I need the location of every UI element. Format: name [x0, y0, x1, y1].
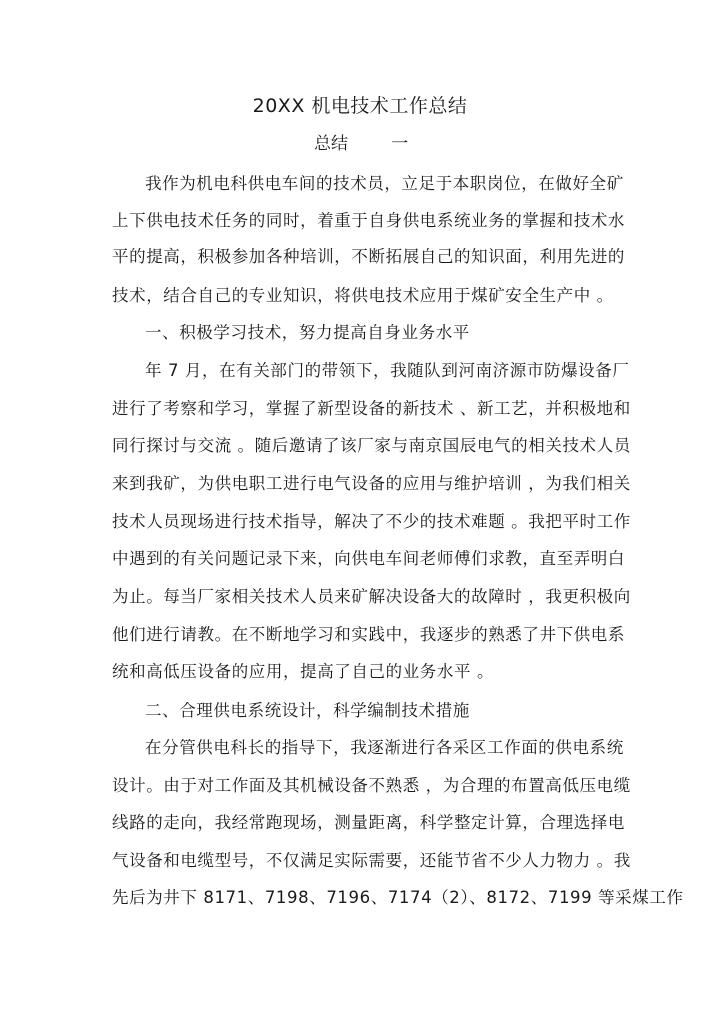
paragraph-line: 中遇到的有关问题记录下来，向供电车间老师傅们求教，直至弄明白: [112, 549, 625, 568]
paragraph-line: 来到我矿，为供电职工进行电气设备的应用与维护培训 ，为我们相关: [112, 474, 631, 493]
paragraph-line: 线路的走向，我经常跑现场，测量距离，科学整定计算，合理选择电: [112, 813, 625, 832]
paragraph-line: 先后为井下 8171、7198、7196、7174（2）、8172、7199 等采煤工作: [112, 888, 684, 907]
paragraph-line: 统和高低压设备的应用，提高了自己的业务水平 。: [112, 662, 495, 681]
paragraph-line: 进行了考察和学习，掌握了新型设备的新技术 、新工艺，并积极地和: [112, 399, 631, 418]
section-heading: 二、合理供电系统设计，科学编制技术措施: [145, 701, 470, 720]
paragraph-line: 为止。每当厂家相关技术人员来矿解决设备大的故障时 ，我更积极向: [112, 587, 631, 606]
paragraph-line: 他们进行请教。在不断地学习和实践中，我逐步的熟悉了井下供电系: [112, 625, 625, 644]
paragraph-line: 设计。由于对工作面及其机械设备不熟悉 ，为合理的布置高低压电缆: [112, 776, 631, 795]
paragraph-line: 在分管供电科长的指导下，我逐渐进行各采区工作面的供电系统: [145, 738, 624, 757]
paragraph-line: 气设备和电缆型号，不仅满足实际需要，还能节省不少人力物力 。我: [112, 851, 631, 870]
paragraph-line: 年 7 月，在有关部门的带领下，我随队到河南济源市防爆设备厂: [145, 361, 630, 380]
paragraph-line: 平的提高，积极参加各种培训，不断拓展自己的知识面，利用先进的: [112, 247, 625, 266]
document-subtitle: 总结 一: [314, 134, 409, 154]
document-title: 20XX 机电技术工作总结: [252, 95, 468, 117]
paragraph-line: 技术，结合自己的专业知识，将供电技术应用于煤矿安全生产中 。: [112, 286, 614, 305]
paragraph-line: 上下供电技术任务的同时，着重于自身供电系统业务的掌握和技术水: [112, 211, 625, 230]
paragraph-line: 我作为机电科供电车间的技术员，立足于本职岗位，在做好全矿: [145, 174, 624, 193]
section-heading: 一、积极学习技术，努力提高自身业务水平: [145, 323, 470, 342]
paragraph-line: 同行探讨与交流 。随后邀请了该厂家与南京国辰电气的相关技术人员: [112, 436, 631, 455]
paragraph-line: 技术人员现场进行技术指导，解决了不少的技术难题 。我把平时工作: [112, 512, 631, 531]
